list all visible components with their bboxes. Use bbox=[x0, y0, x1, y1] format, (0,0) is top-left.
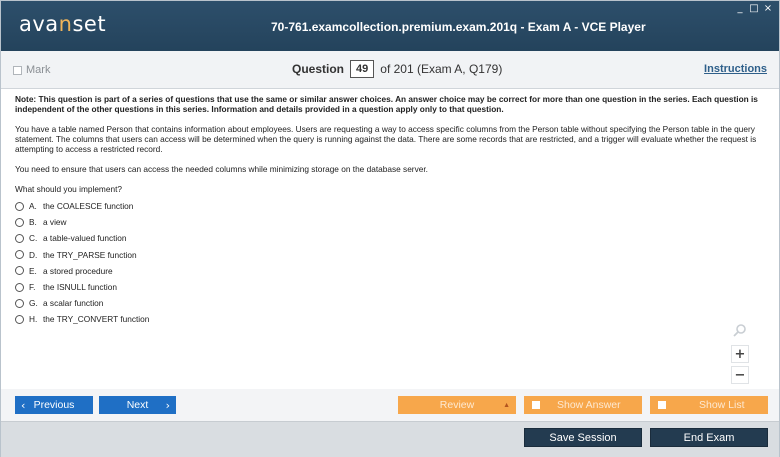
question-number-box[interactable]: 49 bbox=[350, 60, 374, 78]
answer-option[interactable] bbox=[15, 230, 763, 246]
question-paragraph: You need to ensure that users can access the needed columns while minimizing storage on the database server. bbox=[15, 164, 428, 174]
option-letter: D. bbox=[29, 249, 38, 260]
instructions-link[interactable]: Instructions bbox=[704, 63, 767, 75]
option-text: a table-valued function bbox=[43, 233, 127, 244]
option-letter: G. bbox=[29, 298, 38, 309]
chevron-right-icon: › bbox=[165, 398, 170, 412]
question-number-indicator bbox=[292, 60, 502, 78]
save-session-button[interactable]: Save Session bbox=[524, 428, 642, 447]
show-answer-button[interactable] bbox=[524, 396, 642, 414]
option-letter: H. bbox=[29, 314, 38, 325]
question-note: Note: This question is part of a series of questions that use the same or similar answer choices. An answer choice may be correct for more than one question in the series. Each question is independent of the other questions in this series. Information and details provided in a question apply only to that question. bbox=[15, 94, 758, 114]
mark-label: Mark bbox=[26, 64, 51, 76]
show-list-label: Show List bbox=[699, 399, 745, 411]
previous-label: Previous bbox=[33, 399, 75, 411]
radio-icon[interactable] bbox=[15, 234, 24, 243]
chevron-left-icon: ‹ bbox=[21, 398, 26, 412]
answer-option[interactable] bbox=[15, 279, 763, 295]
question-paragraph: You have a table named Person that contains information about employees. Users are requesting a way to access specific columns from the Person table without specifying the Person table in the query statement. The columns that users can access will be determined when the query is running against the data. There are some records that are restricted, and a trigger will evaluate whether the request is attempting to access a restricted record. bbox=[15, 124, 757, 154]
zoom-in-button[interactable]: + bbox=[731, 345, 749, 363]
mark-checkbox[interactable] bbox=[13, 64, 50, 76]
answer-option[interactable] bbox=[15, 247, 763, 263]
radio-icon[interactable] bbox=[15, 283, 24, 292]
zoom-controls bbox=[731, 323, 745, 387]
review-label: Review bbox=[439, 399, 475, 411]
next-label: Next bbox=[126, 399, 149, 411]
checkbox-icon[interactable] bbox=[658, 401, 666, 409]
window-title: 70-761.examcollection.premium.exam.201q - Exam A - VCE Player bbox=[271, 20, 646, 34]
minimize-icon[interactable]: _ bbox=[737, 3, 743, 14]
answer-option[interactable] bbox=[15, 198, 763, 214]
radio-icon[interactable] bbox=[15, 299, 24, 308]
checkbox-icon[interactable] bbox=[532, 401, 540, 409]
option-text: the TRY_CONVERT function bbox=[43, 314, 150, 325]
end-exam-button[interactable]: End Exam bbox=[650, 428, 768, 447]
navigation-bar bbox=[1, 389, 779, 421]
option-text: a scalar function bbox=[43, 298, 104, 309]
answer-options bbox=[15, 198, 763, 328]
window-controls bbox=[735, 4, 773, 14]
session-bar bbox=[1, 421, 779, 457]
previous-button[interactable] bbox=[15, 396, 93, 414]
option-text: the TRY_PARSE function bbox=[43, 249, 137, 260]
caret-up-icon: ▲ bbox=[503, 401, 510, 409]
logo-accent: n bbox=[58, 12, 73, 36]
answer-option[interactable] bbox=[15, 295, 763, 311]
radio-icon[interactable] bbox=[15, 218, 24, 227]
option-letter: A. bbox=[29, 201, 37, 212]
answer-option[interactable] bbox=[15, 263, 763, 279]
option-text: a view bbox=[43, 217, 67, 228]
option-letter: F. bbox=[29, 282, 36, 293]
answer-option[interactable] bbox=[15, 311, 763, 327]
question-of-text: of 201 (Exam A, Q179) bbox=[380, 62, 503, 76]
radio-icon[interactable] bbox=[15, 250, 24, 259]
review-button[interactable] bbox=[398, 396, 516, 414]
question-label: Question bbox=[292, 62, 345, 76]
zoom-out-button[interactable]: − bbox=[731, 366, 749, 384]
option-text: the ISNULL function bbox=[43, 282, 117, 293]
show-answer-label: Show Answer bbox=[557, 399, 621, 411]
option-letter: B. bbox=[29, 217, 37, 228]
answer-option[interactable] bbox=[15, 214, 763, 230]
logo-part: set bbox=[72, 12, 107, 36]
app-logo bbox=[19, 12, 106, 36]
title-bar bbox=[1, 1, 779, 51]
radio-icon[interactable] bbox=[15, 315, 24, 324]
question-content bbox=[15, 94, 763, 328]
maximize-icon[interactable]: □ bbox=[749, 3, 759, 14]
next-button[interactable] bbox=[99, 396, 176, 414]
radio-icon[interactable] bbox=[15, 266, 24, 275]
option-letter: C. bbox=[29, 233, 38, 244]
option-text: the COALESCE function bbox=[43, 201, 134, 212]
option-letter: E. bbox=[29, 265, 37, 276]
magnifier-icon bbox=[731, 323, 749, 341]
close-icon[interactable]: × bbox=[763, 3, 773, 14]
radio-icon[interactable] bbox=[15, 202, 24, 211]
logo-part: ava bbox=[19, 12, 59, 36]
option-text: a stored procedure bbox=[43, 265, 113, 276]
show-list-button[interactable] bbox=[650, 396, 768, 414]
checkbox-icon[interactable] bbox=[13, 66, 22, 75]
question-prompt: What should you implement? bbox=[15, 184, 122, 194]
question-header bbox=[1, 51, 779, 89]
